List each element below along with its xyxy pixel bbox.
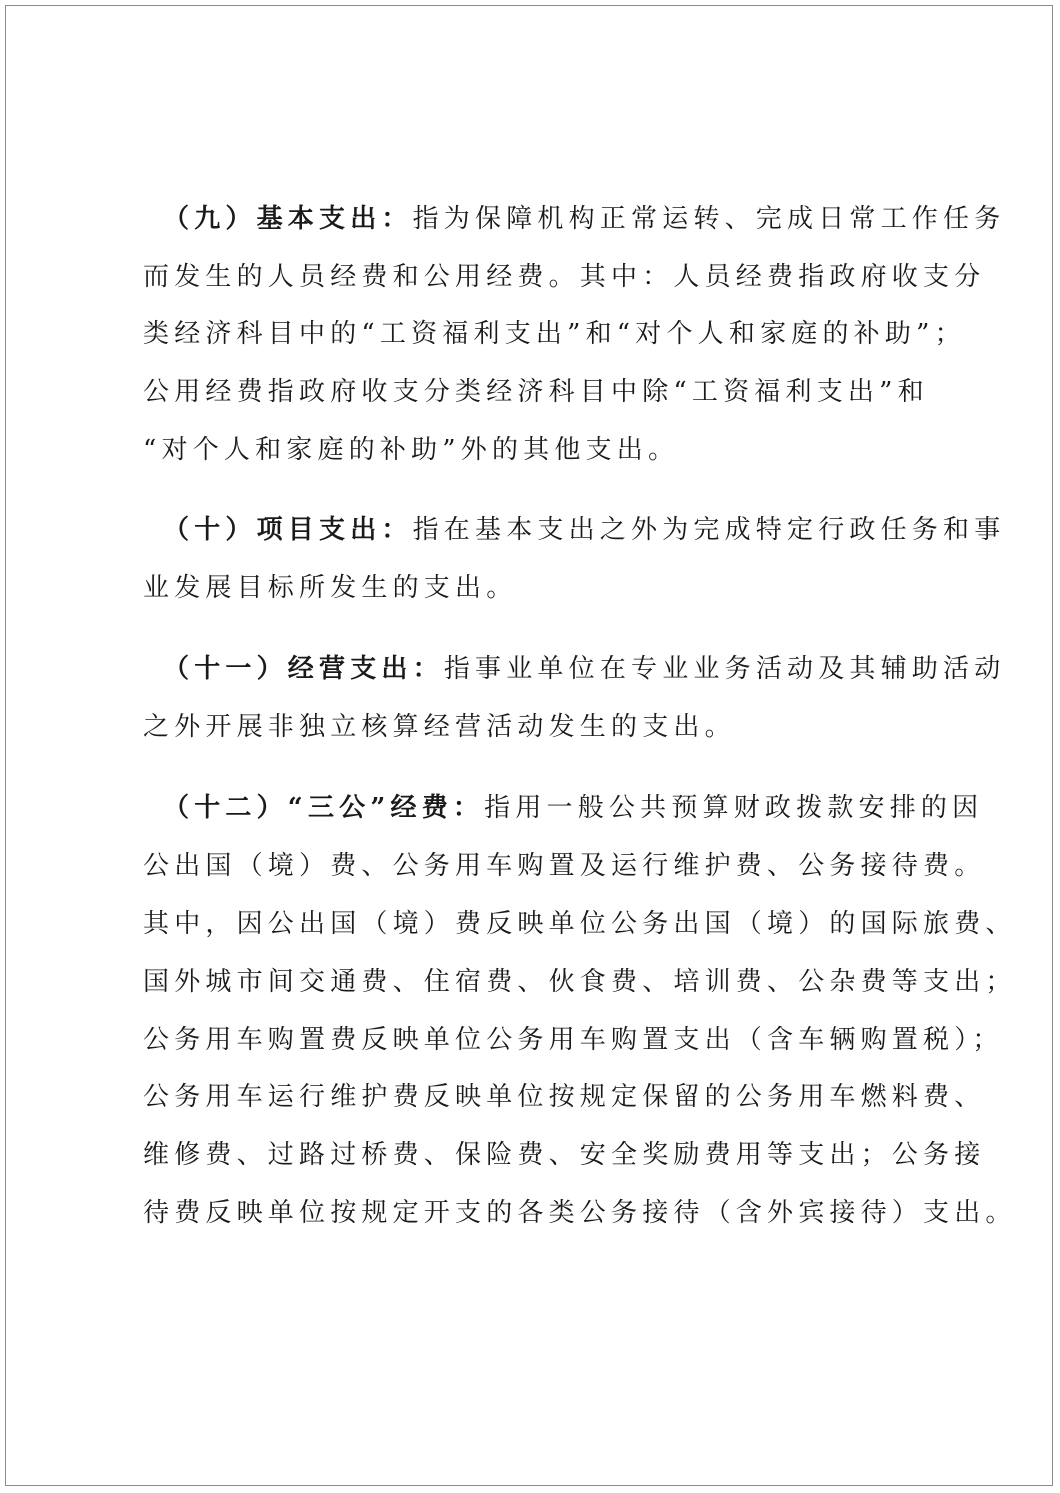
- section-text: 指用一般公共预算财政拨款安排的因: [484, 793, 984, 823]
- paragraph-line: 而发生的人员经费和公用经费。其中：人员经费指政府收支分: [143, 262, 986, 292]
- paragraph-line: 业发展目标所发生的支出。: [143, 573, 518, 603]
- paragraph-line: [163, 653, 1005, 685]
- paragraph-line: 其中，因公出国（境）费反映单位公务出国（境）的国际旅费、: [143, 909, 1017, 939]
- paragraph-line: [163, 514, 1005, 546]
- paragraph-line: 类经济科目中的“工资福利支出”和“对个人和家庭的补助”；: [143, 319, 966, 349]
- section-term: （十）项目支出：: [163, 515, 413, 545]
- paragraph-line: [163, 792, 983, 824]
- paragraph-line: 维修费、过路过桥费、保险费、安全奖励费用等支出；公务接: [143, 1140, 986, 1170]
- paragraph-line: 公出国（境）费、公务用车购置及运行维护费、公务接待费。: [143, 851, 986, 881]
- paragraph-line: 公用经费指政府收支分类经济科目中除“工资福利支出”和: [143, 377, 929, 407]
- paragraph-line: [163, 203, 1005, 235]
- paragraph-line: 之外开展非独立核算经营活动发生的支出。: [143, 712, 736, 742]
- paragraph-line: 国外城市间交通费、住宿费、伙食费、培训费、公杂费等支出；: [143, 967, 1017, 997]
- section-text: 指在基本支出之外为完成特定行政任务和事: [412, 515, 1006, 545]
- paragraph-line: 待费反映单位按规定开支的各类公务接待（含外宾接待）支出。: [143, 1198, 1017, 1228]
- paragraph-line: “对个人和家庭的补助”外的其他支出。: [143, 435, 680, 465]
- section-term: （九）基本支出：: [163, 204, 413, 234]
- section-text: 指为保障机构正常运转、完成日常工作任务: [412, 204, 1006, 234]
- section-term: （十一）经营支出：: [163, 654, 444, 684]
- paragraph-line: 公务用车运行维护费反映单位按规定保留的公务用车燃料费、: [143, 1082, 986, 1112]
- paragraph-line: 公务用车购置费反映单位公务用车购置支出（含车辆购置税）；: [143, 1025, 1004, 1055]
- section-text: 指事业单位在专业业务活动及其辅助活动: [443, 654, 1006, 684]
- section-term: （十二）“三公”经费：: [163, 793, 485, 823]
